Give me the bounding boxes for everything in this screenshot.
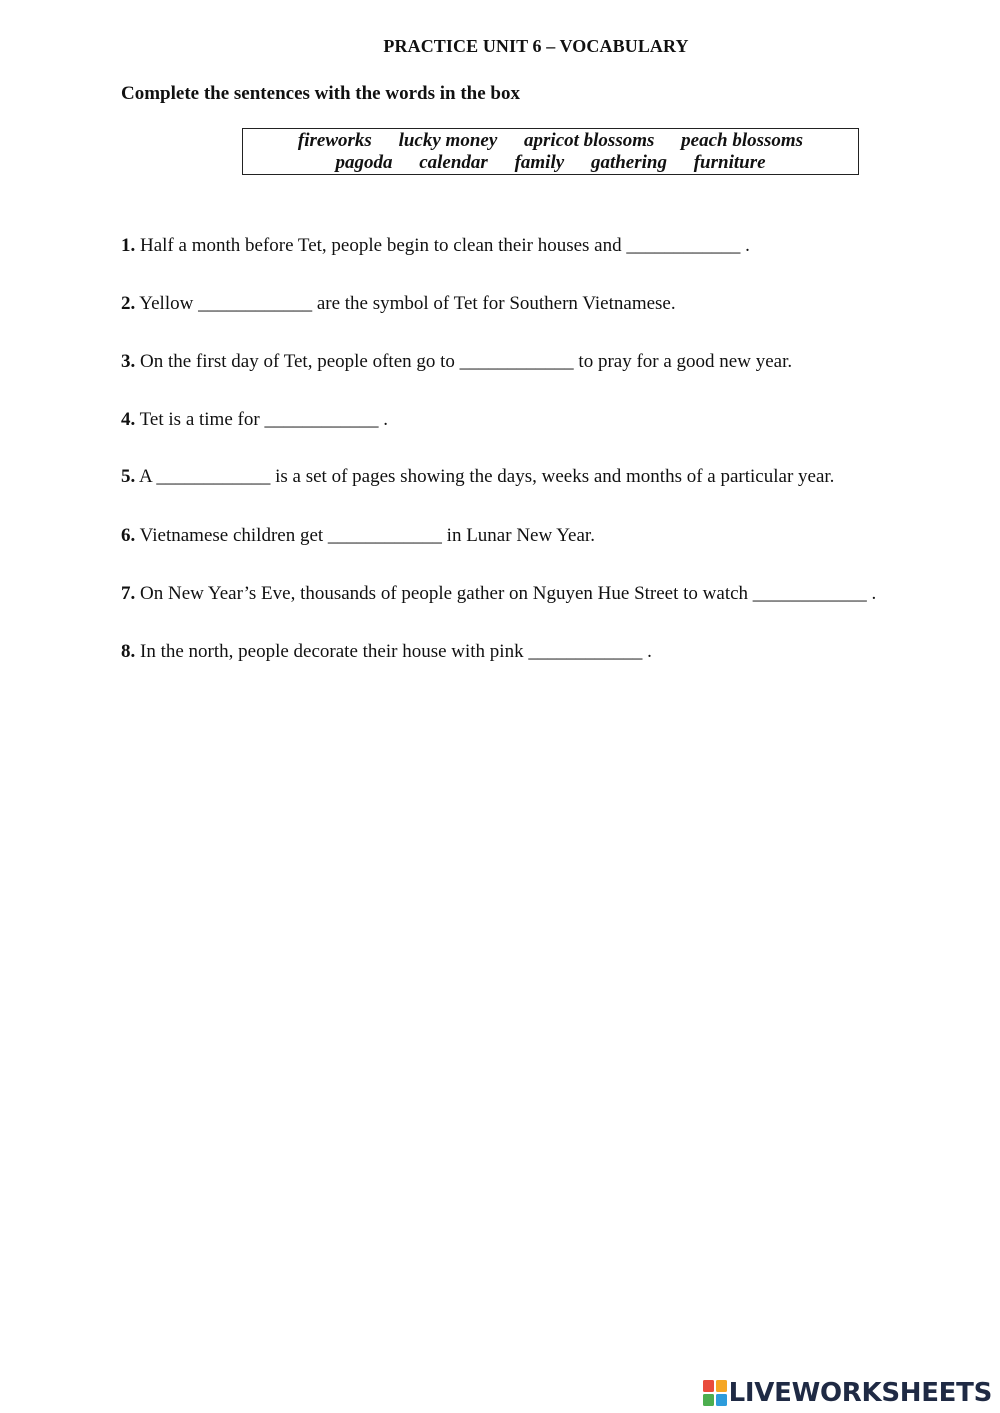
question-text-after: to pray for a good new year.: [573, 351, 793, 372]
instruction-text: Complete the sentences with the words in the box: [121, 83, 520, 104]
question-number: 1.: [121, 235, 136, 256]
word-box: [242, 128, 859, 175]
answer-blank[interactable]: ____________: [264, 409, 379, 430]
word-item: fireworks: [297, 130, 372, 151]
question-number: 6.: [121, 525, 136, 546]
word-item: apricot blossoms: [524, 130, 655, 151]
page-title: PRACTICE UNIT 6 – VOCABULARY: [383, 36, 689, 56]
question-text-after: .: [740, 235, 750, 256]
question-3: [121, 350, 792, 374]
word-item: calendar: [419, 152, 488, 173]
word-item: furniture: [693, 152, 766, 173]
question-7: [121, 582, 876, 606]
question-number: 3.: [121, 351, 136, 372]
question-number: 4.: [121, 409, 136, 430]
answer-blank[interactable]: ____________: [156, 466, 271, 487]
question-text-before: In the north, people decorate their house with pink: [135, 641, 529, 662]
liveworksheets-logo: [703, 1378, 992, 1408]
question-text-after: are the symbol of Tet for Southern Vietnamese.: [312, 293, 676, 314]
answer-blank[interactable]: ____________: [198, 293, 313, 314]
question-text-after: .: [642, 641, 652, 662]
word-box-row: [243, 130, 858, 152]
word-item: lucky money: [398, 130, 498, 151]
question-text-before: Half a month before Tet, people begin to clean their houses and: [135, 235, 627, 256]
question-5: [121, 465, 834, 489]
liveworksheets-logo-icon: [703, 1380, 727, 1406]
answer-blank[interactable]: ____________: [752, 583, 867, 604]
word-item: family: [514, 152, 565, 173]
answer-blank[interactable]: ____________: [626, 235, 741, 256]
answer-blank[interactable]: ____________: [327, 525, 442, 546]
question-6: [121, 524, 595, 548]
answer-blank[interactable]: ____________: [459, 351, 574, 372]
question-2: [121, 292, 676, 316]
question-number: 8.: [121, 641, 136, 662]
question-text-before: Tet is a time for: [135, 409, 265, 430]
question-number: 5.: [121, 466, 136, 487]
question-text-before: On New Year’s Eve, thousands of people gather on Nguyen Hue Street to watch: [135, 583, 753, 604]
word-item: peach blossoms: [681, 130, 804, 151]
question-text-after: .: [866, 583, 877, 604]
question-text-before: Yellow: [135, 293, 199, 314]
question-number: 2.: [121, 293, 136, 314]
question-8: [121, 640, 652, 664]
question-text-after: in Lunar New Year.: [441, 525, 595, 546]
question-4: [121, 408, 388, 432]
logo-text: LIVEWORKSHEETS: [728, 1378, 992, 1408]
word-item: pagoda: [335, 152, 393, 173]
question-text-before: Vietnamese children get: [135, 525, 328, 546]
question-text-after: .: [378, 409, 388, 430]
question-number: 7.: [121, 583, 136, 604]
word-item: gathering: [590, 152, 667, 173]
question-text-before: On the first day of Tet, people often go to: [135, 351, 460, 372]
word-box-row: [243, 152, 858, 174]
question-text-after: is a set of pages showing the days, weeks and months of a particular year.: [270, 466, 835, 487]
question-1: [121, 234, 750, 258]
answer-blank[interactable]: ____________: [528, 641, 643, 662]
question-text-before: A: [135, 466, 157, 487]
